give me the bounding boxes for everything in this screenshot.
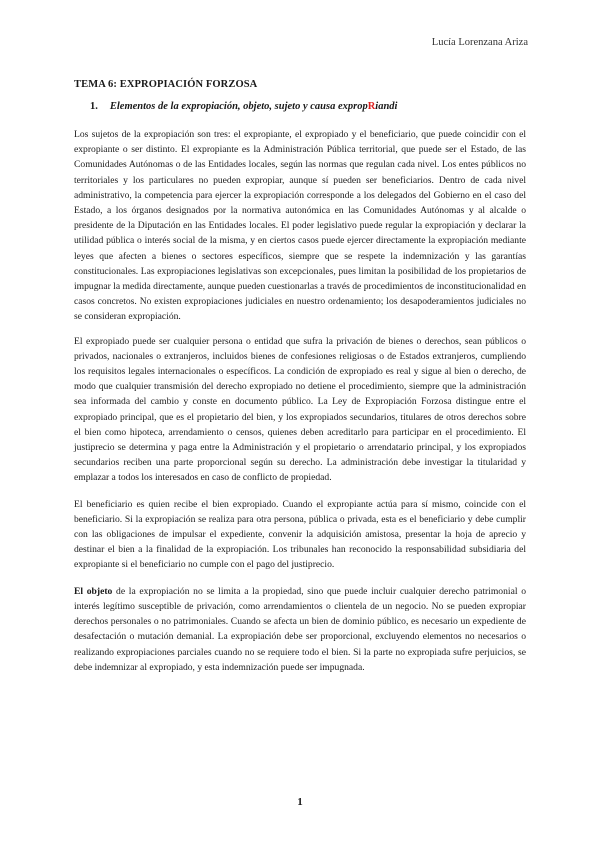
section-heading — [90, 101, 397, 112]
objeto-bold-lead: El objeto — [74, 585, 113, 597]
section-heading-red-letter: R — [367, 101, 376, 112]
paragraph-beneficiario: El beneficiario es quien recibe el bien expropiado. Cuando el expropiante actúa para sí mismo, coincide con el beneficiario. Si la expropiación se realiza para otra persona, pública o privada, esta es el beneficiario y debe cumplir con las obligaciones de impulsar el expediente, convenir la adquisición amistosa, presentar la hoja de aprecio y destinar el bien a la finalidad de la expropiación. Los tribunales han reconocido la responsabilidad subsidiaria del expropiante si el beneficiario no cumple con el pago del justiprecio. — [74, 498, 526, 571]
author-header: Lucía Lorenzana Ariza — [431, 37, 528, 48]
section-heading-tail: iandi — [375, 101, 398, 112]
document-body — [74, 127, 526, 686]
page-title: TEMA 6: EXPROPIACIÓN FORZOSA — [74, 79, 258, 90]
paragraph-sujetos: Los sujetos de la expropiación son tres: el expropiante, el expropiado y el beneficiario, que puede coincidir con el expropiante o ser distinto. El expropiante es la Administración Pública territorial, que puede ser el Estado, de las Comunidades Autónomas o de las Entidades locales, según las normas que regulan cada nivel. Los entes públicos no territoriales y los particulares no pueden expropiar, aunque sí pueden ser beneficiarios. Dentro de cada nivel administrativo, la competencia para ejercer la expropiación corresponde a los delegados del Gobierno en el caso del Estado, a los órganos designados por la normativa autonómica en las Comunidades Autónomas y al alcalde o presidente de la Diputación en las Entidades locales. El poder legislativo puede regular la expropiación y declarar la utilidad pública o interés social de la misma, y en ciertos casos puede ejercer directamente la expropiación mediante leyes que afecten a bienes o sectores específicos, siempre que se respete la indemnización y las garantías constitucionales. Las expropiaciones legislativas son excepcionales, pues limitan la posibilidad de los propietarios de impugnar la medida directamente, aunque pueden cuestionarlas a través de procedimientos de inconstitucionalidad en casos concretos. No existen expropiaciones judiciales en nuestro ordenamiento; los desapoderamientos judiciales no se consideran expropiación. — [74, 129, 526, 323]
page-number: 1 — [297, 796, 303, 808]
paragraph-expropiado: El expropiado puede ser cualquier persona o entidad que sufra la privación de bienes o derechos, sean públicos o privados, nacionales o extranjeros, incluidos bienes de confesiones religiosas o de Estados extranjeros, cumpliendo los requisitos legales internacionales o específicos. La condición de expropiado es real y sigue al bien o derecho, de modo que cualquier transmisión del derecho expropiado no detiene el procedimiento, siempre que la administración sea informada del cambio y conste en documento público. La Ley de Expropiación Forzosa distingue entre el expropiado principal, que es el propietario del bien, y los expropiados secundarios, titulares de otros derechos sobre el bien como hipoteca, arrendamiento o censos, quienes deben acreditarlo para participar en el procedimiento. El justiprecio se determina y paga entre la Administración y el propietario o arrendatario principal, y los expropiados secundarios reciben una parte proporcional según su derecho. La administración debe investigar la titularidad y emplazar a todos los interesados en caso de conflicto de propiedad. — [74, 335, 526, 484]
paragraph-objeto — [74, 584, 526, 675]
section-number: 1. — [90, 101, 98, 112]
objeto-text: de la expropiación no se limita a la propiedad, sino que puede incluir cualquier derecho patrimonial o interés legítimo susceptible de privación, como arrendamientos o clientela de un negocio. No se pueden expropiar derechos personales o no patrimoniales. Cuando se afecta un bien de dominio público, es necesario un expediente de desafectación o mutación demanial. La expropiación debe ser proporcional, excluyendo elementos no necesarios o realizando expropiaciones parciales cuando no se requiere todo el bien. Si la parte no expropiada sufre perjuicios, se debe indemnizar al expropiado, y esta indemnización puede ser impugnada. — [74, 585, 526, 673]
section-heading-text: Elementos de la expropiación, objeto, sujeto y causa exprop — [109, 101, 368, 112]
